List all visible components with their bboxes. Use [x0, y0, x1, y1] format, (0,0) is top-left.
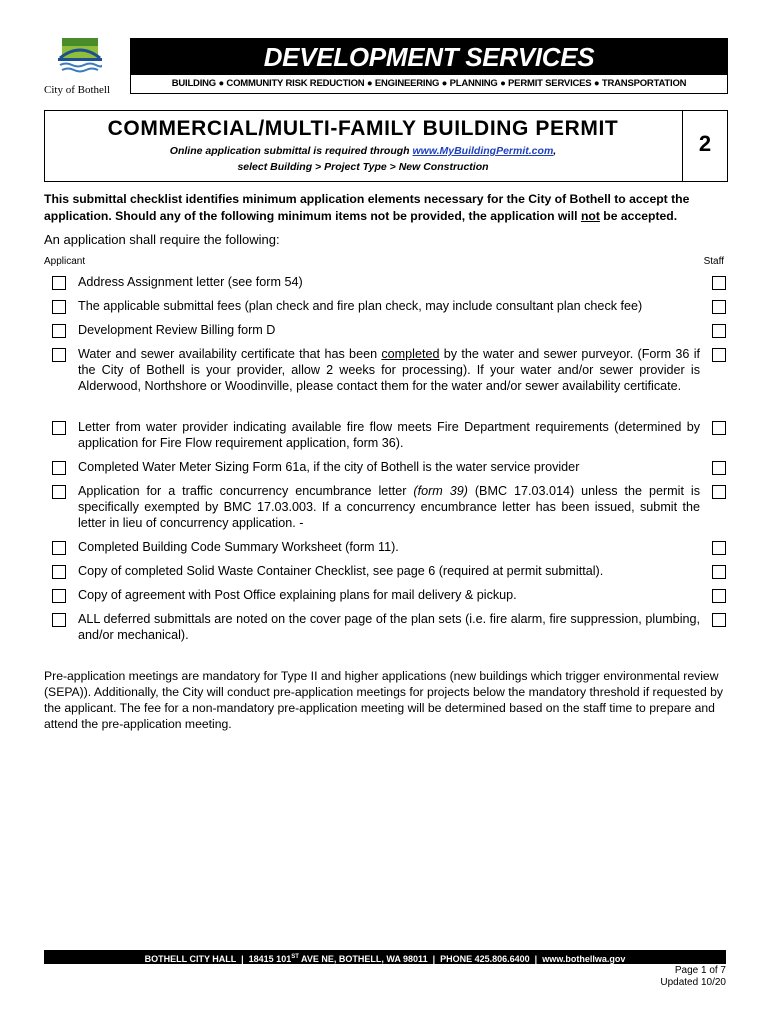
item-text-a: Application for a traffic concurrency encumbrance letter [78, 484, 414, 498]
item-text [78, 483, 700, 531]
footer-address-sup: ST [291, 954, 299, 960]
applicant-checkbox[interactable] [52, 348, 66, 362]
staff-checkbox[interactable] [712, 300, 726, 314]
mybuildingpermit-link[interactable]: www.MyBuildingPermit.com [412, 145, 554, 157]
note-prefix: Online application submittal is required through [169, 145, 413, 157]
item-text: Development Review Billing form D [78, 323, 276, 337]
item-text [78, 346, 700, 394]
applicant-checkbox[interactable] [52, 276, 66, 290]
intro-not: not [580, 209, 600, 223]
note-suffix: , [553, 145, 557, 157]
staff-checkbox[interactable] [712, 461, 726, 475]
staff-checkbox[interactable] [712, 348, 726, 362]
footer-office: BOTHELL CITY HALL [144, 954, 237, 964]
item-text: Completed Water Meter Sizing Form 61a, if the city of Bothell is the water service provider [78, 460, 580, 474]
item-text: The applicable submittal fees (plan check and fire plan check, may include consultant plan check fee) [78, 299, 643, 313]
dept-subtitle: BUILDING ● COMMUNITY RISK REDUCTION ● ENGINEERING ● PLANNING ● PERMIT SERVICES ● TRANSPORTATION [131, 75, 727, 93]
staff-checkbox[interactable] [712, 276, 726, 290]
item-text: Copy of completed Solid Waste Container Checklist, see page 6 (required at permit submittal). [78, 564, 604, 578]
footer-phone: PHONE 425.806.6400 [440, 954, 530, 964]
permit-title-box [44, 110, 728, 182]
item-text-underlined: completed [381, 347, 440, 361]
applicant-checkbox[interactable] [52, 461, 66, 475]
footer-address-number: 18415 101 [248, 954, 292, 964]
applicant-checkbox[interactable] [52, 421, 66, 435]
pre-application-paragraph: Pre-application meetings are mandatory for Type II and higher applications (new buildings which trigger environmental review (SEPA)). Additionally, the City will conduct pre-application meetings for projects below the mandatory threshold if requested by the applicant. The fee for a non-mandatory pre-application meeting will be determined based on the staff time to prepare and attend the pre-application meeting. [44, 669, 723, 731]
applicant-checkbox[interactable] [52, 300, 66, 314]
item-text: Copy of agreement with Post Office explaining plans for mail delivery & pickup. [78, 588, 517, 602]
staff-checkbox[interactable] [712, 324, 726, 338]
applicant-checkbox[interactable] [52, 541, 66, 555]
applicant-checkbox[interactable] [52, 324, 66, 338]
item-text: ALL deferred submittals are noted on the cover page of the plan sets (i.e. fire alarm, fire suppression, plumbing, and/or mechanical). [78, 612, 700, 642]
item-text: Address Assignment letter (see form 54) [78, 275, 303, 289]
applicant-checkbox[interactable] [52, 565, 66, 579]
item-text-b: by the water and sewer purveyor. (Form 36 if the City of Bothell is your provider, allow 2 weeks for processing). If your water and/or sewer provider is Alderwood, Northshore or Woodinville, please contact them for the water and/or sewer availability certificate. [78, 347, 700, 393]
staff-checkbox[interactable] [712, 613, 726, 627]
page-number: Page 1 of 7 [674, 965, 726, 976]
item-text-italic: (form 39) [413, 484, 468, 498]
applicant-checkbox[interactable] [52, 589, 66, 603]
item-text-b: (BMC 17.03.014) unless the permit is specifically exempted by BMC 17.03.003. If a concurrency encumbrance letter has been issued, submit the letter in lieu of concurrency application. - [78, 484, 700, 530]
dept-title: DEVELOPMENT SERVICES [263, 42, 595, 72]
intro-text [44, 191, 728, 225]
applicant-checkbox[interactable] [52, 613, 66, 627]
requires-heading: An application shall require the following: [44, 232, 280, 247]
staff-checkbox[interactable] [712, 589, 726, 603]
item-text: Completed Building Code Summary Worksheet (form 11). [78, 540, 399, 554]
dept-banner [130, 38, 728, 94]
applicant-column-label: Applicant [44, 256, 86, 267]
footer-address: AVE NE, BOTHELL, WA 98011 [298, 954, 428, 964]
staff-checkbox[interactable] [712, 485, 726, 499]
staff-checkbox[interactable] [712, 565, 726, 579]
intro-a: This submittal checklist identifies minimum application elements necessary for the City of Bothell to accept the application. Should any of the following minimum items not be provided, the application will [44, 192, 690, 223]
staff-checkbox[interactable] [712, 421, 726, 435]
updated-date: Updated 10/20 [660, 977, 726, 988]
city-logo [40, 38, 120, 102]
applicant-checkbox[interactable] [52, 485, 66, 499]
permit-note-line2: select Building > Project Type > New Construction [237, 161, 489, 173]
form-number: 2 [682, 111, 727, 181]
item-text-a: Water and sewer availability certificate that has been [78, 347, 382, 361]
intro-b: be accepted. [599, 209, 678, 223]
page-info [660, 965, 726, 989]
item-text: Letter from water provider indicating available fire flow meets Fire Department requirements (determined by application for Fire Flow requirement application, form 36). [78, 420, 700, 450]
footer-bar: BOTHELL CITY HALL | 18415 101ST AVE NE, BOTHELL, WA 98011 | PHONE 425.806.6400 | www.bothellwa.gov [44, 950, 726, 964]
bridge-logo-icon [58, 38, 102, 78]
permit-title: COMMERCIAL/MULTI-FAMILY BUILDING PERMIT [107, 117, 619, 140]
permit-note-line1 [45, 145, 681, 157]
footer-website[interactable]: www.bothellwa.gov [542, 954, 626, 964]
staff-column-label: Staff [703, 256, 724, 267]
staff-checkbox[interactable] [712, 541, 726, 555]
city-name: City of Bothell [44, 84, 110, 96]
